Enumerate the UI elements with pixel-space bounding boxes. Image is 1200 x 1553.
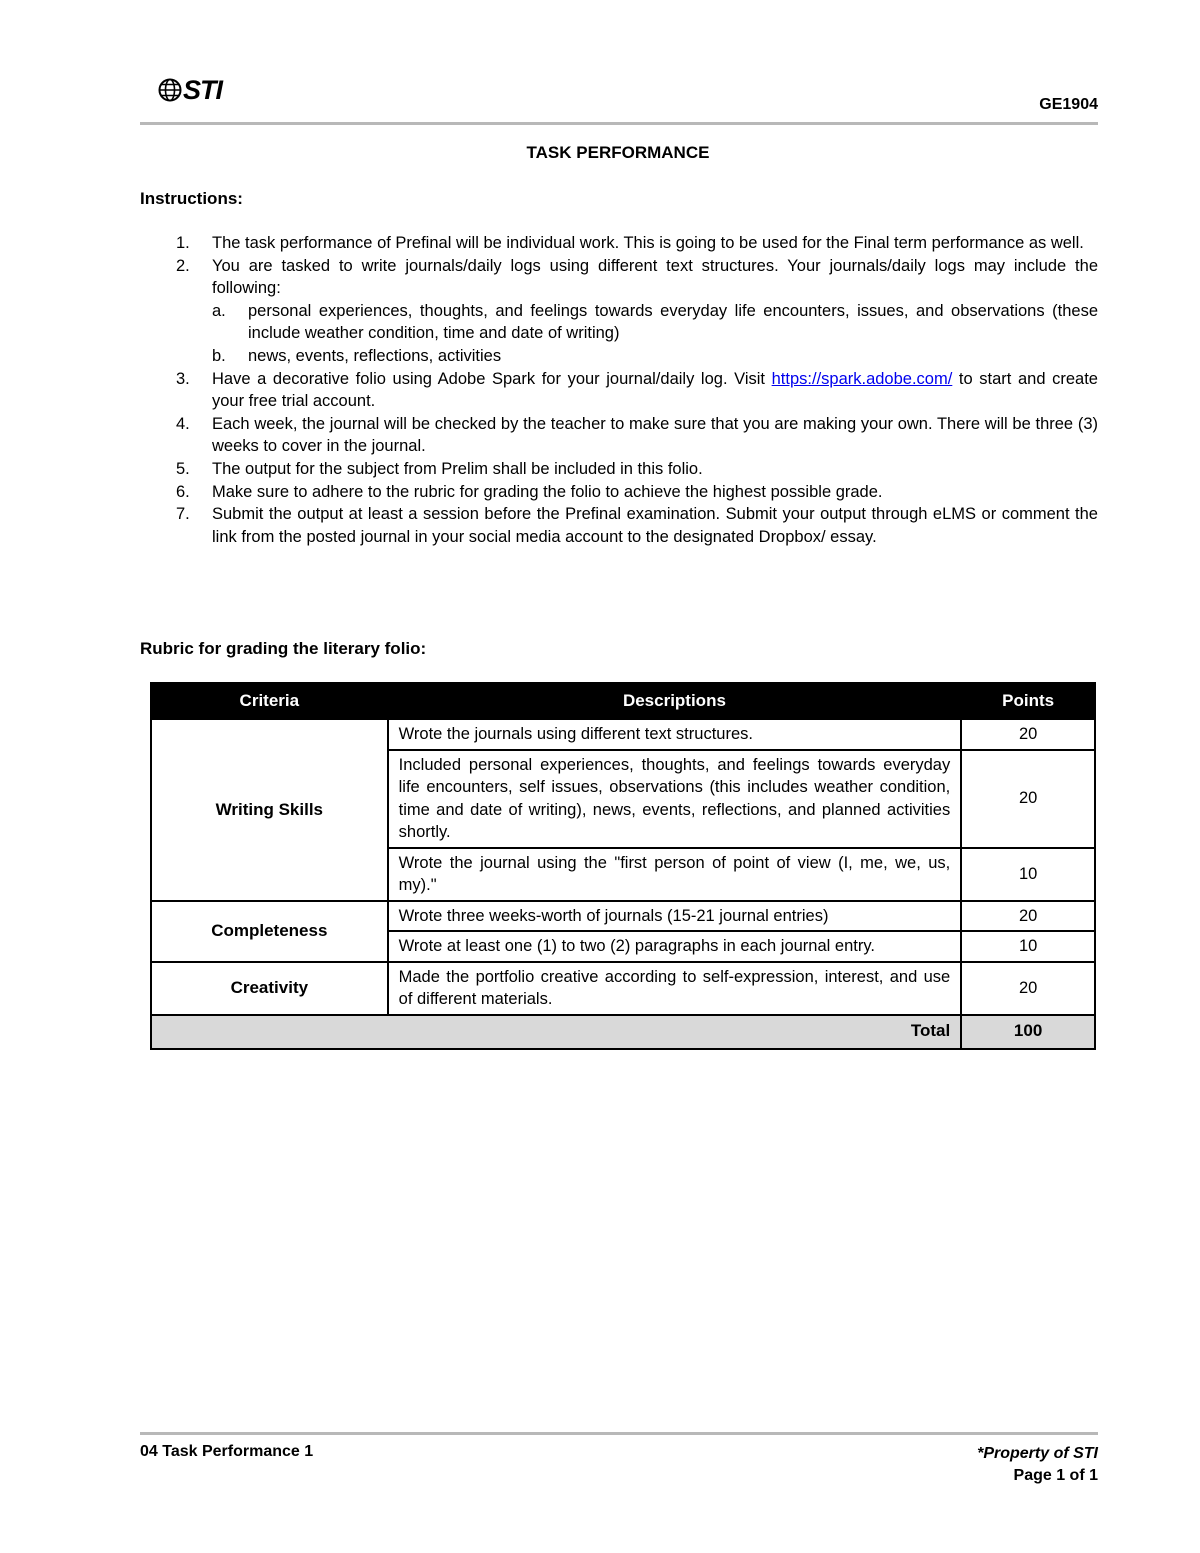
footer-document-name: 04 Task Performance 1: [140, 1443, 314, 1460]
points-cell: 20: [961, 962, 1095, 1015]
total-points: 100: [961, 1015, 1095, 1049]
logo-text: STI: [183, 75, 223, 105]
sti-logo: [158, 76, 222, 104]
points-cell: 20: [961, 901, 1095, 932]
total-row: [151, 1015, 1095, 1049]
points-cell: 10: [961, 848, 1095, 901]
header-divider: [140, 122, 1098, 125]
table-row: [151, 901, 1095, 932]
criteria-cell: Completeness: [151, 901, 388, 962]
sub-list-item: b. news, events, reflections, activities: [212, 346, 502, 365]
globe-icon: [158, 78, 182, 102]
points-cell: 20: [961, 750, 1095, 848]
description-cell: Wrote the journal using the "first person of point of view (I, me, we, us, my).": [388, 848, 962, 901]
footer-divider: [140, 1432, 1098, 1435]
description-cell: Included personal experiences, thoughts, and feelings towards everyday life encounters, self issues, observations (this includes weather condition, time and date of writing), news, events, reflections, and planned activities shortly.: [388, 750, 962, 848]
footer-right: [977, 1443, 1098, 1487]
instructions-heading: Instructions:: [140, 189, 243, 208]
instructions-list: [140, 232, 1098, 548]
column-header-points: Points: [961, 683, 1095, 719]
criteria-cell: Writing Skills: [151, 719, 388, 901]
list-item: 6. Make sure to adhere to the rubric for grading the folio to achieve the highest possible grade.: [176, 482, 883, 501]
page-title: TASK PERFORMANCE: [526, 143, 710, 162]
list-item: 4. Each week, the journal will be checked by the teacher to make sure that you are making your own. There will be three (3) weeks to cover in the journal.: [176, 414, 1098, 456]
table-row: [151, 962, 1095, 1015]
description-cell: Wrote at least one (1) to two (2) paragraphs in each journal entry.: [388, 931, 962, 962]
adobe-spark-link[interactable]: https://spark.adobe.com/: [771, 369, 953, 388]
table-header-row: [151, 683, 1095, 719]
points-cell: 10: [961, 931, 1095, 962]
total-label: Total: [151, 1015, 961, 1049]
description-cell: Wrote the journals using different text structures.: [388, 719, 962, 750]
page-number: Page 1 of 1: [1013, 1467, 1098, 1484]
description-cell: Wrote three weeks-worth of journals (15-21 journal entries): [388, 901, 962, 932]
course-code: GE1904: [1039, 96, 1098, 113]
rubric-heading: Rubric for grading the literary folio:: [140, 639, 427, 658]
sub-list-item: a. personal experiences, thoughts, and feelings towards everyday life encounters, issues, and observations (these include weather condition, time and date of writing): [212, 301, 1098, 343]
property-notice: *Property of STI: [977, 1445, 1098, 1462]
criteria-cell: Creativity: [151, 962, 388, 1015]
column-header-criteria: Criteria: [151, 683, 388, 719]
list-item: 5. The output for the subject from Prelim shall be included in this folio.: [176, 459, 703, 478]
list-item: 7. Submit the output at least a session before the Prefinal examination. Submit your output through eLMS or comment the link from the posted journal in your social media account to the designated Dropbox/ essay.: [176, 505, 1098, 546]
description-cell: Made the portfolio creative according to self-expression, interest, and use of different materials.: [388, 962, 962, 1015]
list-item: 3. Have a decorative folio using Adobe Spark for your journal/daily log. Visit https://spark.adobe.com/ to start and create your free trial account.: [176, 369, 1098, 411]
rubric-table: [150, 682, 1096, 1050]
list-item: 2. You are tasked to write journals/daily logs using different text structures. Your journals/daily logs may include the following: a. personal experiences, thoughts, and feelings towards everyday life encounters, issues, and observations (these include weather condition, time and date of writing) b. news, events, reflections, activities: [140, 255, 1098, 368]
column-header-descriptions: Descriptions: [388, 683, 962, 719]
points-cell: 20: [961, 719, 1095, 750]
list-item: 1. The task performance of Prefinal will be individual work. This is going to be used for the Final term performance as well.: [176, 234, 1084, 252]
table-row: [151, 719, 1095, 750]
